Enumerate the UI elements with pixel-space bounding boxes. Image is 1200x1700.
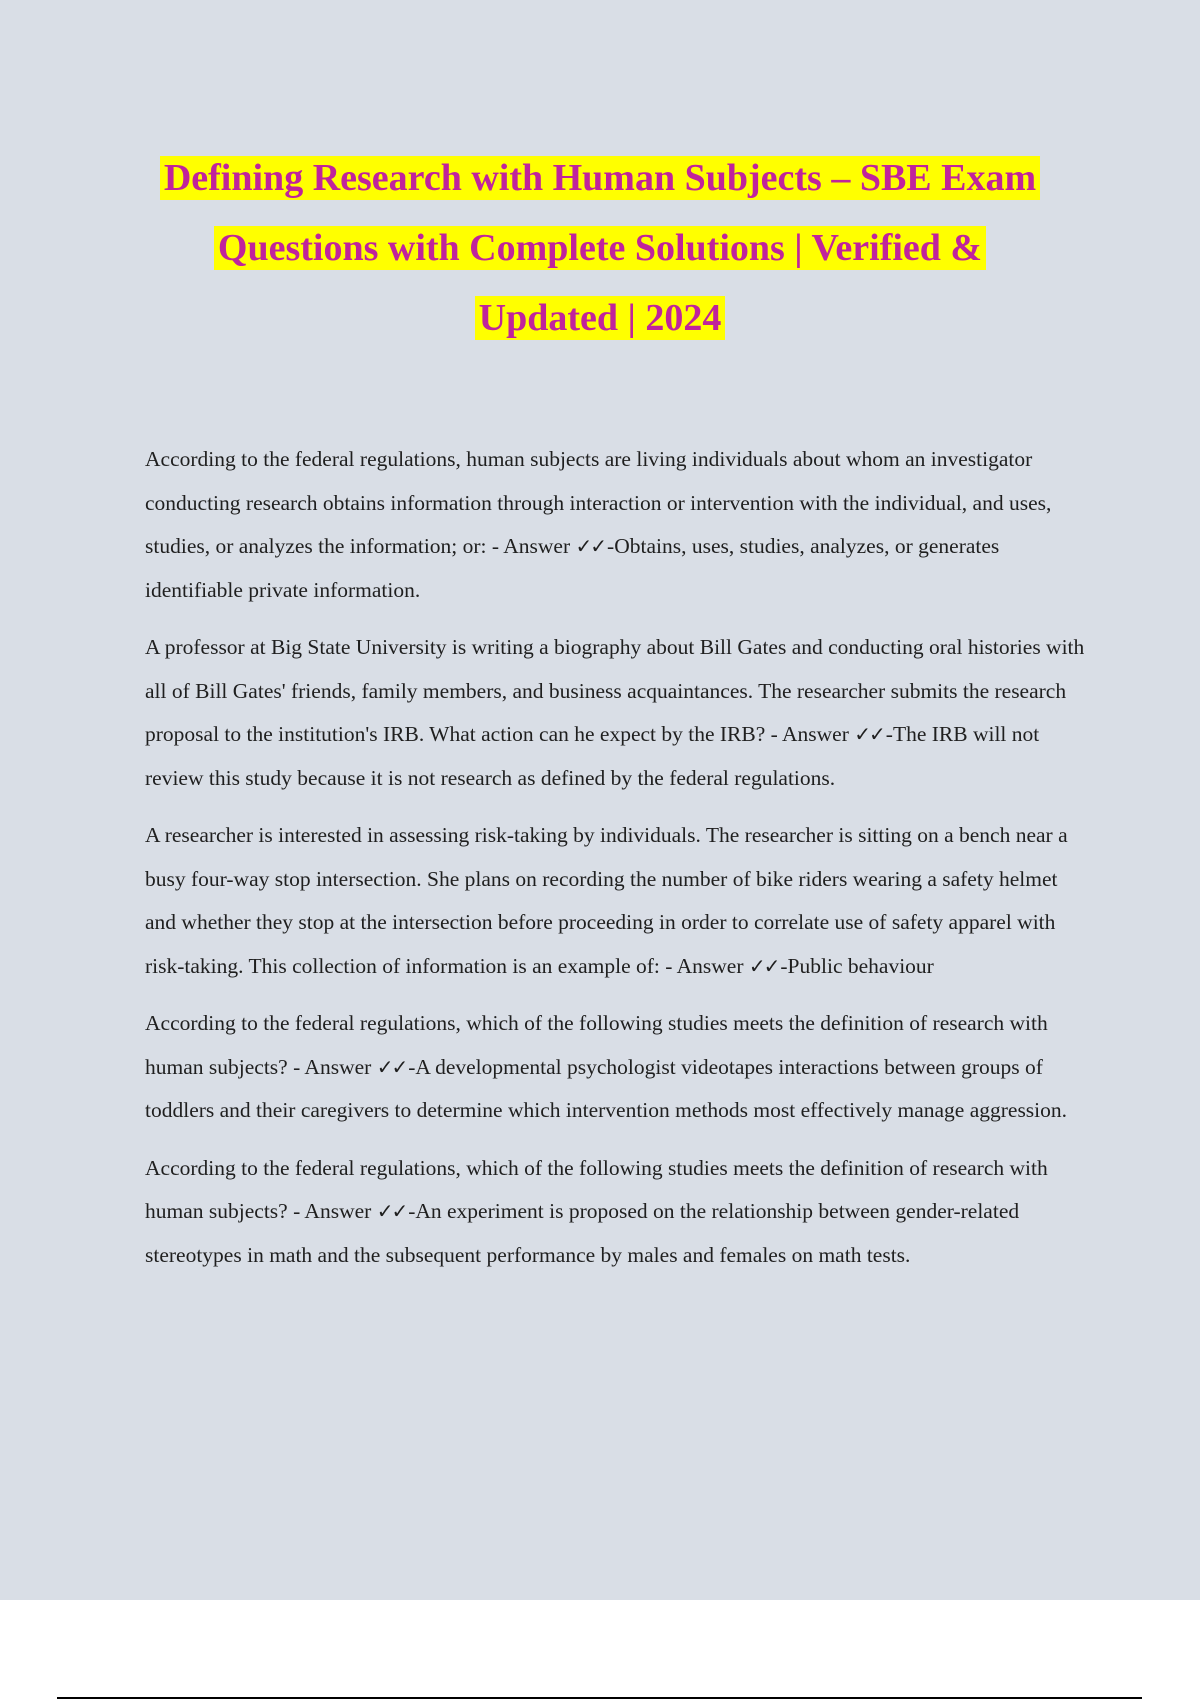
title-line-2: Questions with Complete Solutions | Verified & (214, 226, 986, 270)
footer-divider (57, 1697, 1142, 1699)
qa-item-4 (145, 1002, 1085, 1133)
answer-marker: - Answer (770, 722, 849, 746)
double-check-icon: ✓✓ (854, 722, 884, 746)
answer-marker: - Answer (491, 534, 571, 558)
double-check-icon: ✓✓ (376, 1199, 407, 1223)
answer-text: -An experiment is proposed on the relationship between gender-related stereotypes in math and the subsequent performance by males and females on math tests. (145, 1199, 1020, 1267)
question-text: According to the federal regulations, which of the following studies meets the definition of research with human subjects? (145, 1011, 1048, 1079)
question-text: A researcher is interested in assessing risk-taking by individuals. The researcher is sitting on a bench near a busy four-way stop intersection. She plans on recording the number of bike riders wearing a safety helmet and whether they stop at the intersection before proceeding in order to correlate use of safety apparel with risk-taking. This collection of information is an example of: (145, 823, 1068, 978)
answer-text: -A developmental psychologist videotapes interactions between groups of toddlers and their caregivers to determine which intervention methods most effectively manage aggression. (145, 1054, 1068, 1122)
page-footer (0, 1600, 1200, 1700)
question-text: According to the federal regulations, human subjects are living individuals about whom an investigator conducting research obtains information through interaction or intervention with the individual, and uses, studies, or analyzes the information; or: (145, 447, 1052, 558)
answer-text: -The IRB will not review this study because it is not research as defined by the federal regulations. (145, 722, 1040, 790)
qa-list (145, 438, 1085, 1291)
answer-marker: - Answer (293, 1199, 372, 1223)
page-title (0, 140, 1200, 350)
title-line-3: Updated | 2024 (475, 296, 726, 340)
double-check-icon: ✓✓ (575, 534, 606, 558)
answer-marker: - Answer (665, 953, 744, 978)
double-check-icon: ✓✓ (376, 1054, 407, 1079)
answer-text: -Obtains, uses, studies, analyzes, or generates identifiable private information. (145, 534, 1000, 602)
double-check-icon: ✓✓ (748, 953, 779, 978)
qa-item-3 (145, 814, 1085, 988)
qa-item-1 (145, 438, 1085, 612)
answer-text: -Public behaviour (780, 953, 934, 978)
question-text: According to the federal regulations, which of the following studies meets the definition of research with human subjects? (145, 1155, 1048, 1223)
qa-item-2 (145, 626, 1085, 800)
question-text: A professor at Big State University is writing a biography about Bill Gates and conducting oral histories with all of Bill Gates' friends, family members, and business acquaintances. The researcher submits the research proposal to the institution's IRB. What action can he expect by the IRB? (145, 635, 1085, 746)
qa-item-5 (145, 1147, 1085, 1278)
title-line-1: Defining Research with Human Subjects – SBE Exam (160, 156, 1040, 200)
answer-marker: - Answer (293, 1054, 372, 1079)
